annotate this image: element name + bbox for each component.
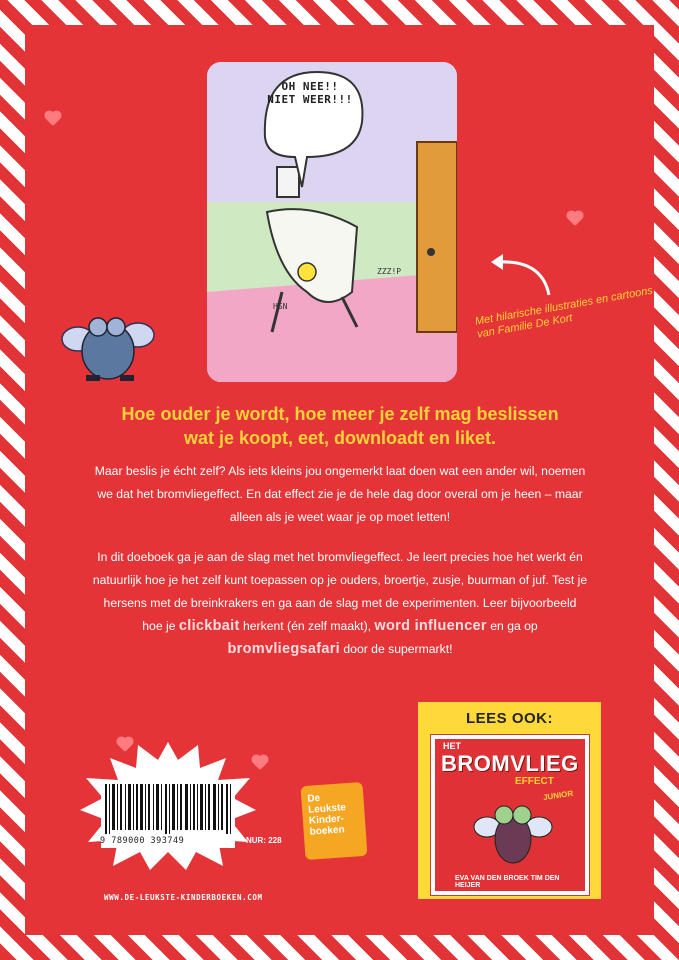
artist-signature: HSN [273, 302, 288, 311]
lees-ook-heading: LEES OOK: [465, 710, 553, 727]
barcode-lines [101, 782, 235, 834]
publisher-logo [300, 782, 367, 860]
cover-authors: EVA VAN DEN BROEK TIM DEN HEIJER [455, 875, 560, 889]
cover-title: BROMVLIEG [441, 751, 579, 776]
highlight-influencer: word influencer [374, 618, 487, 634]
logo-line: boeken [309, 824, 346, 838]
logo-line: Kinder- [308, 813, 345, 827]
paragraph-text: door de supermarkt! [340, 642, 453, 656]
body-paragraph-2 [92, 546, 588, 661]
paragraph-text: In dit doeboek ga je aan de slag met het bromvliegeffect. Je leert precies hoe het werkt én natuurlijk hoe je het zelf kunt toepassen op je ouders, broertje, zusje, buurman of juf. Test je hersens met de breinkrakers en ga aan de slag met de experimenten. Leer bijvoorbeeld hoe je [92, 550, 588, 633]
cartoon-drawing [207, 62, 457, 382]
isbn-number: 9 789000 393749 [100, 836, 185, 846]
nur-code: NUR: 228 [246, 836, 282, 845]
lees-ook-box [418, 702, 601, 899]
sound-label: ZZZ!P [377, 267, 402, 276]
logo-line: Leukste [307, 802, 347, 816]
body-paragraph-1: Maar beslis je écht zelf? Als iets kleins jou ongemerkt laat doen wat een ander wil, noemen we dat het bromvliegeffect. En dat effect zie je de hele dag door overal om je heen – maar alleen als je weet waar je op moet letten! [94, 464, 586, 524]
related-book-cover[interactable] [430, 734, 590, 896]
paragraph-text: en ga op [486, 619, 538, 633]
cover-junior: JUNIOR [542, 788, 574, 803]
paragraph-text: herkent (én zelf maakt), [239, 619, 375, 633]
highlight-clickbait: clickbait [178, 618, 240, 634]
website-url[interactable]: WWW.DE-LEUKSTE-KINDERBOEKEN.COM [104, 893, 263, 902]
cover-het: HET [443, 741, 461, 751]
lead-text: Hoe ouder je wordt, hoe meer je zelf mag beslissen wat je koopt, eet, downloadt en liket. [121, 404, 559, 448]
cover-fly-illustration [473, 797, 553, 867]
illustration-caption: Met hilarische illustraties en cartoons van Familie De Kort [474, 284, 654, 341]
curved-arrow-icon [487, 250, 557, 300]
speech-bubble-text: OH NEE!! NIET WEER!!! [267, 80, 353, 106]
cover-background [435, 739, 585, 891]
publisher-logo-text [307, 791, 348, 838]
logo-line: De [307, 792, 321, 805]
urinal-cartoon-illustration [207, 62, 457, 382]
highlight-bromvliegsafari: bromvliegsafari [227, 641, 341, 657]
cover-effect: EFFECT [515, 776, 554, 787]
fly-character-illustration [60, 305, 160, 385]
